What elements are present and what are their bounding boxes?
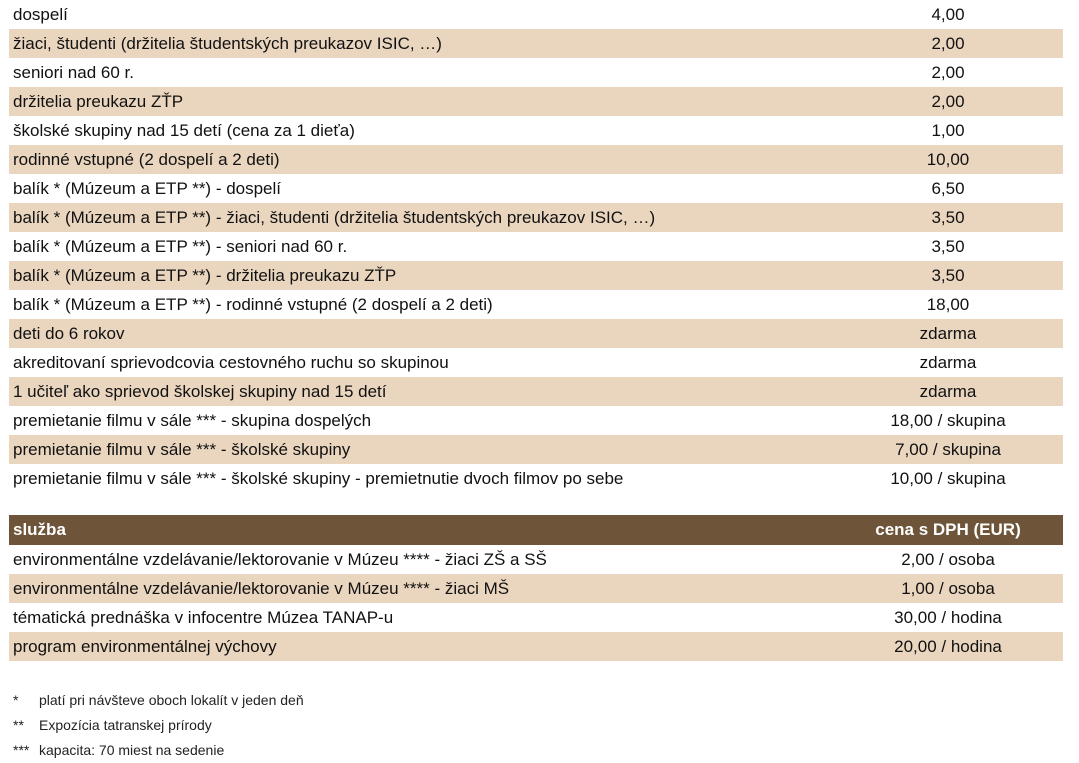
row-price: 3,50 xyxy=(931,266,965,285)
row-price: 2,00 xyxy=(931,63,965,82)
row-label: environmentálne vzdelávanie/lektorovanie v Múzeu **** - žiaci ZŠ a SŠ xyxy=(13,550,547,569)
footnote-text: platí pri návšteve oboch lokalít v jeden deň xyxy=(39,692,304,708)
row-label: rodinné vstupné (2 dospelí a 2 deti) xyxy=(13,150,280,169)
row-label: seniori nad 60 r. xyxy=(13,63,134,82)
row-price: 18,00 / skupina xyxy=(890,411,1006,430)
row-label: držitelia preukazu ZŤP xyxy=(13,92,184,111)
row-label: balík * (Múzeum a ETP **) - žiaci, študenti (držitelia študentských preukazov ISIC, …) xyxy=(13,208,656,227)
row-price: 4,00 xyxy=(931,5,965,24)
row-label: žiaci, študenti (držitelia študentských preukazov ISIC, …) xyxy=(13,34,442,53)
table-row xyxy=(9,406,1063,435)
row-price: 7,00 / skupina xyxy=(895,440,1001,459)
footnote-mark: *** xyxy=(13,742,30,758)
row-label: 1 učiteľ ako sprievod školskej skupiny nad 15 detí xyxy=(13,382,387,401)
row-price: 1,00 xyxy=(931,121,965,140)
table-row xyxy=(9,0,1063,29)
table-row xyxy=(9,603,1063,632)
table-row xyxy=(9,632,1063,661)
row-price: 6,50 xyxy=(931,179,965,198)
table-row xyxy=(9,87,1063,116)
row-label: environmentálne vzdelávanie/lektorovanie v Múzeu **** - žiaci MŠ xyxy=(13,579,510,598)
row-label: balík * (Múzeum a ETP **) - dospelí xyxy=(13,179,282,198)
row-label: dospelí xyxy=(13,5,68,24)
footnote-mark: ** xyxy=(13,717,24,733)
row-price: 20,00 / hodina xyxy=(894,637,1002,656)
table-row xyxy=(9,435,1063,464)
footnote xyxy=(13,688,304,713)
row-price: zdarma xyxy=(919,353,977,372)
row-label: premietanie filmu v sále *** - školské skupiny xyxy=(13,440,351,459)
row-label: balík * (Múzeum a ETP **) - rodinné vstupné (2 dospelí a 2 deti) xyxy=(13,295,493,314)
footnotes xyxy=(13,688,304,763)
row-label: akreditovaní sprievodcovia cestovného ruchu so skupinou xyxy=(13,353,449,372)
footnote-mark: * xyxy=(13,692,19,708)
row-label: balík * (Múzeum a ETP **) - držitelia preukazu ZŤP xyxy=(13,266,397,285)
table-row xyxy=(9,58,1063,87)
row-label: program environmentálnej výchovy xyxy=(13,637,277,656)
row-price: 10,00 xyxy=(926,150,970,169)
footnote xyxy=(13,738,304,763)
table-row xyxy=(9,545,1063,574)
services-table xyxy=(9,515,1063,661)
row-label: premietanie filmu v sále *** - skupina dospelých xyxy=(13,411,372,430)
row-label: deti do 6 rokov xyxy=(13,324,125,343)
row-label: tématická prednáška v infocentre Múzea TANAP-u xyxy=(13,608,394,627)
footnote-text: Expozícia tatranskej prírody xyxy=(39,717,212,733)
table-row xyxy=(9,574,1063,603)
row-price: zdarma xyxy=(919,382,977,401)
table-row xyxy=(9,377,1063,406)
row-label: školské skupiny nad 15 detí (cena za 1 dieťa) xyxy=(13,121,355,140)
row-label: premietanie filmu v sále *** - školské skupiny - premietnutie dvoch filmov po sebe xyxy=(13,469,624,488)
table-row xyxy=(9,145,1063,174)
footnote-text: kapacita: 70 miest na sedenie xyxy=(39,742,225,758)
table-row xyxy=(9,232,1063,261)
price-table xyxy=(9,0,1063,493)
table-row xyxy=(9,116,1063,145)
table-row xyxy=(9,348,1063,377)
table-row xyxy=(9,319,1063,348)
row-price: 18,00 xyxy=(926,295,970,314)
table-row xyxy=(9,29,1063,58)
services-header-row xyxy=(9,515,1063,545)
row-price: 2,00 xyxy=(931,92,965,111)
table-row xyxy=(9,261,1063,290)
row-price: 30,00 / hodina xyxy=(894,608,1002,627)
row-price: 3,50 xyxy=(931,237,965,256)
header-service-label: služba xyxy=(13,520,66,539)
row-price: 1,00 / osoba xyxy=(901,579,995,598)
table-row xyxy=(9,464,1063,493)
row-label: balík * (Múzeum a ETP **) - seniori nad 60 r. xyxy=(13,237,348,256)
header-price-label: cena s DPH (EUR) xyxy=(875,520,1021,539)
footnote xyxy=(13,713,304,738)
row-price: zdarma xyxy=(919,324,977,343)
row-price: 3,50 xyxy=(931,208,965,227)
row-price: 2,00 xyxy=(931,34,965,53)
table-row xyxy=(9,174,1063,203)
row-price: 10,00 / skupina xyxy=(890,469,1006,488)
table-row xyxy=(9,290,1063,319)
row-price: 2,00 / osoba xyxy=(901,550,995,569)
table-row xyxy=(9,203,1063,232)
